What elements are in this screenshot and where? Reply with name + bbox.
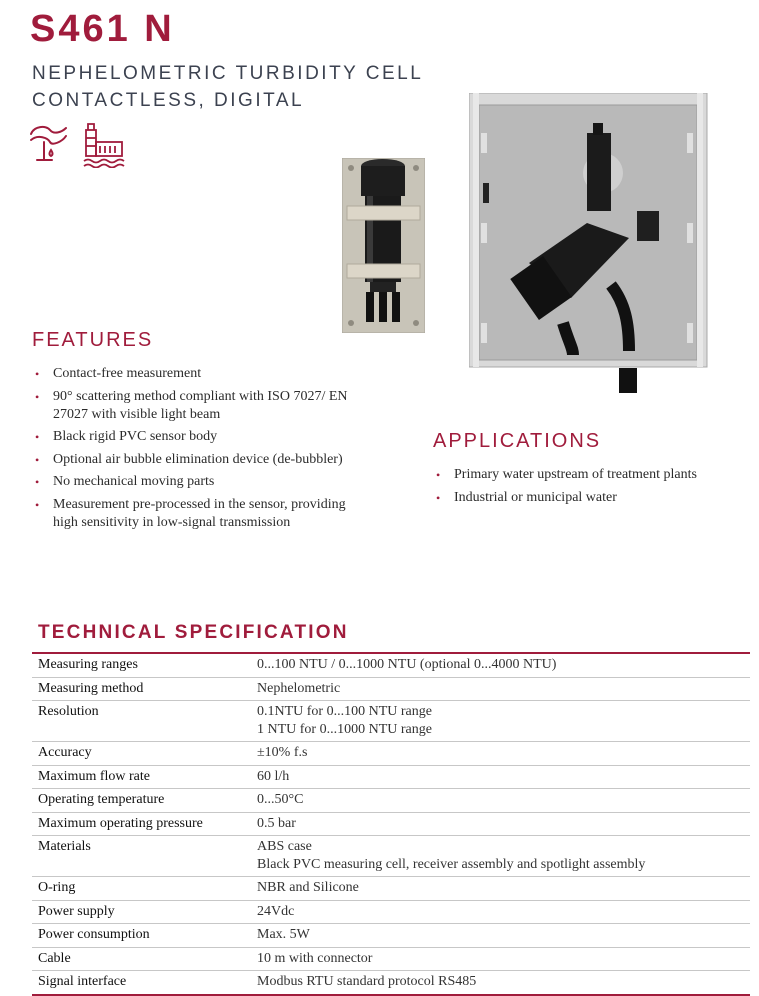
- spec-value-line: 10 m with connector: [257, 950, 373, 966]
- spec-value: [251, 765, 750, 789]
- spec-label: Signal interface: [32, 971, 251, 995]
- spec-label: Measuring ranges: [32, 654, 251, 677]
- water-tap-icon: [31, 127, 66, 160]
- table-row: [32, 654, 750, 677]
- table-row: [32, 900, 750, 924]
- applications-list: [433, 466, 743, 511]
- features-heading: FEATURES: [32, 329, 154, 351]
- spec-label: Operating temperature: [32, 789, 251, 813]
- application-icons: [28, 120, 128, 168]
- spec-value-line: 24Vdc: [257, 903, 295, 919]
- spec-value: [251, 836, 750, 877]
- spec-value: [251, 742, 750, 766]
- spec-value-line: Max. 5W: [257, 927, 310, 942]
- feature-item: • Optional air bubble elimination device (de-bubbler): [32, 451, 372, 469]
- spec-label: Maximum flow rate: [32, 765, 251, 789]
- spec-value-line: 1 NTU for 0...1000 NTU range: [257, 721, 432, 737]
- spec-heading: TECHNICAL SPECIFICATION: [38, 622, 349, 643]
- spec-value-line: ABS case: [257, 839, 312, 854]
- spec-value-line: 0.5 bar: [257, 815, 296, 831]
- table-row: [32, 971, 750, 995]
- spec-value: [251, 654, 750, 677]
- spec-value: [251, 900, 750, 924]
- table-row: [32, 947, 750, 971]
- spec-label: Resolution: [32, 701, 251, 742]
- product-title: S461 N: [30, 8, 175, 50]
- spec-label: Cable: [32, 947, 251, 971]
- spec-label: Power consumption: [32, 924, 251, 948]
- spec-label: Accuracy: [32, 742, 251, 766]
- table-row: [32, 742, 750, 766]
- subtitle-line-1: NEPHELOMETRIC TURBIDITY CELL: [32, 63, 424, 84]
- spec-value: [251, 812, 750, 836]
- spec-value: [251, 677, 750, 701]
- table-row: [32, 677, 750, 701]
- feature-item: • No mechanical moving parts: [32, 473, 372, 491]
- table-row: [32, 924, 750, 948]
- spec-value-line: Nephelometric: [257, 680, 341, 696]
- spec-value-line: Black PVC measuring cell, receiver assembly and spotlight assembly: [257, 856, 646, 872]
- feature-item: • Black rigid PVC sensor body: [32, 428, 372, 446]
- spec-table: [32, 654, 750, 996]
- table-row: [32, 877, 750, 901]
- cabinet-product-image: [469, 93, 709, 393]
- spec-label: Materials: [32, 836, 251, 877]
- industrial-plant-icon: [84, 124, 124, 168]
- spec-value-line: 0.1NTU for 0...100 NTU range: [257, 704, 432, 719]
- applications-section: [433, 430, 601, 453]
- sensor-product-image: [342, 158, 425, 333]
- feature-item: • Measurement pre-processed in the sensor, providing high sensitivity in low-signal transmission: [32, 496, 372, 532]
- spec-label: Measuring method: [32, 677, 251, 701]
- spec-value: [251, 701, 750, 742]
- spec-value-line: 0...50°C: [257, 792, 304, 807]
- spec-label: O-ring: [32, 877, 251, 901]
- subtitle-line-2: CONTACTLESS, DIGITAL: [32, 90, 305, 111]
- spec-label: Maximum operating pressure: [32, 812, 251, 836]
- spec-value: [251, 971, 750, 995]
- spec-value: [251, 789, 750, 813]
- table-row: [32, 789, 750, 813]
- application-item: • Industrial or municipal water: [433, 489, 743, 507]
- table-row: [32, 765, 750, 789]
- product-subtitle: [32, 60, 423, 114]
- table-row: [32, 701, 750, 742]
- applications-heading: APPLICATIONS: [433, 430, 602, 452]
- feature-item: • 90° scattering method compliant with ISO 7027/ EN 27027 with visible light beam: [32, 388, 372, 424]
- table-row: [32, 836, 750, 877]
- features-section: [32, 329, 153, 352]
- features-list: [32, 365, 372, 536]
- spec-value: [251, 877, 750, 901]
- application-item: • Primary water upstream of treatment plants: [433, 466, 743, 484]
- spec-value-line: 60 l/h: [257, 768, 290, 784]
- table-row: [32, 812, 750, 836]
- spec-value: [251, 924, 750, 948]
- spec-value-line: NBR and Silicone: [257, 880, 359, 895]
- spec-label: Power supply: [32, 900, 251, 924]
- spec-value-line: 0...100 NTU / 0...1000 NTU (optional 0...4000 NTU): [257, 657, 557, 672]
- spec-value-line: Modbus RTU standard protocol RS485: [257, 974, 477, 989]
- spec-value-line: ±10% f.s: [257, 745, 308, 760]
- spec-value: [251, 947, 750, 971]
- feature-item: • Contact-free measurement: [32, 365, 372, 383]
